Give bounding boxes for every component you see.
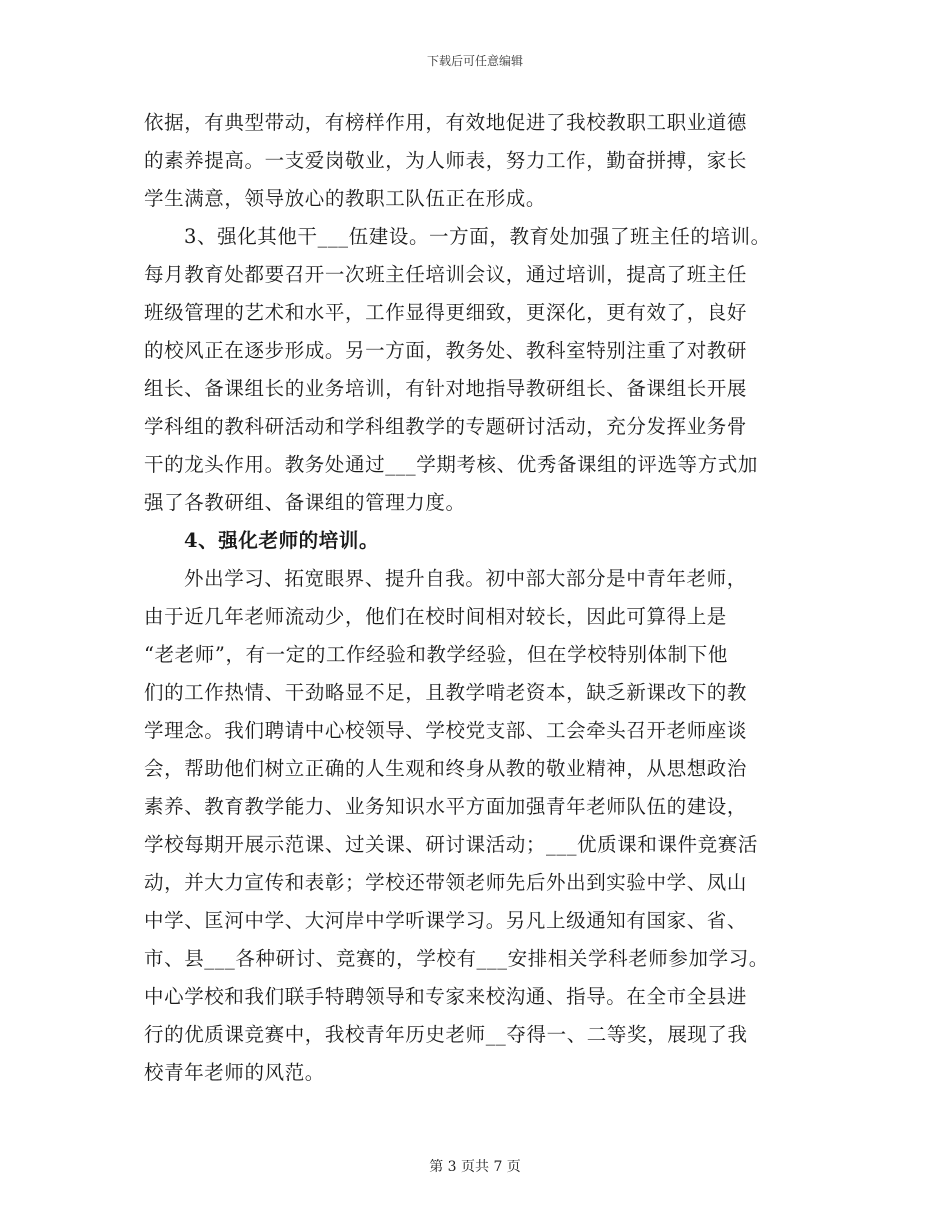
text-line: 中学、匡河中学、大河岸中学听课学习。另凡上级通知有国家、省、 [144, 909, 748, 932]
text-line: 学生满意，领导放心的教职工队伍正在形成。 [144, 187, 547, 210]
text-line: 干的龙头作用。教务处通过___学期考核、优秀备课组的评选等方式加 [144, 453, 758, 476]
text-line: 3、强化其他干___伍建设。一方面，教育处加强了班主任的培训。 [184, 225, 771, 248]
section-heading: 4、强化老师的培训。 [184, 529, 380, 552]
text-line: 学校每期开展示范课、过关课、研讨课活动；___优质课和课件竞赛活 [144, 833, 758, 856]
text-line: “老老师”，有一定的工作经验和教学经验，但在学校特别体制下他 [144, 643, 728, 666]
text-line: 班级管理的艺术和水平，工作显得更细致，更深化，更有效了，良好 [144, 301, 748, 324]
document-body [144, 104, 804, 1092]
text-line: 市、县___各种研讨、竞赛的，学校有___安排相关学科老师参加学习。 [144, 947, 769, 970]
page-footer: 第 3 页共 7 页 [429, 1159, 521, 1175]
text-line: 的校风正在逐步形成。另一方面，教务处、教科室特别注重了对教研 [144, 339, 748, 362]
text-line: 强了各教研组、备课组的管理力度。 [144, 491, 466, 514]
text-line: 学理念。我们聘请中心校领导、学校党支部、工会牵头召开老师座谈 [144, 719, 748, 742]
text-line: 每月教育处都要召开一次班主任培训会议，通过培训，提高了班主任 [144, 263, 748, 286]
text-line: 校青年老师的风范。 [144, 1061, 325, 1084]
text-line: 由于近几年老师流动少，他们在校时间相对较长，因此可算得上是 [144, 605, 727, 628]
text-line: 中心学校和我们联手特聘领导和专家来校沟通、指导。在全市全县进 [144, 985, 748, 1008]
text-line: 素养、教育教学能力、业务知识水平方面加强青年老师队伍的建设， [144, 795, 748, 818]
text-line: 学科组的教科研活动和学科组教学的专题研讨活动，充分发挥业务骨 [144, 415, 748, 438]
text-line: 们的工作热情、干劲略显不足，且教学啃老资本，缺乏新课改下的教 [144, 681, 748, 704]
text-line: 外出学习、拓宽眼界、提升自我。初中部大部分是中青年老师， [184, 567, 747, 590]
text-line: 组长、备课组长的业务培训，有针对地指导教研组长、备课组长开展 [144, 377, 748, 400]
text-line: 的素养提高。一支爱岗敬业，为人师表，努力工作，勤奋拼搏，家长 [144, 149, 748, 172]
text-line: 行的优质课竞赛中，我校青年历史老师__夺得一、二等奖，展现了我 [144, 1023, 748, 1046]
text-line: 会，帮助他们树立正确的人生观和终身从教的敬业精神，从思想政治 [144, 757, 748, 780]
text-line: 动，并大力宣传和表彰；学校还带领老师先后外出到实验中学、凤山 [144, 871, 748, 894]
page-header: 下载后可任意编辑 [426, 54, 523, 68]
text-line: 依据，有典型带动，有榜样作用，有效地促进了我校教职工职业道德 [144, 111, 748, 134]
